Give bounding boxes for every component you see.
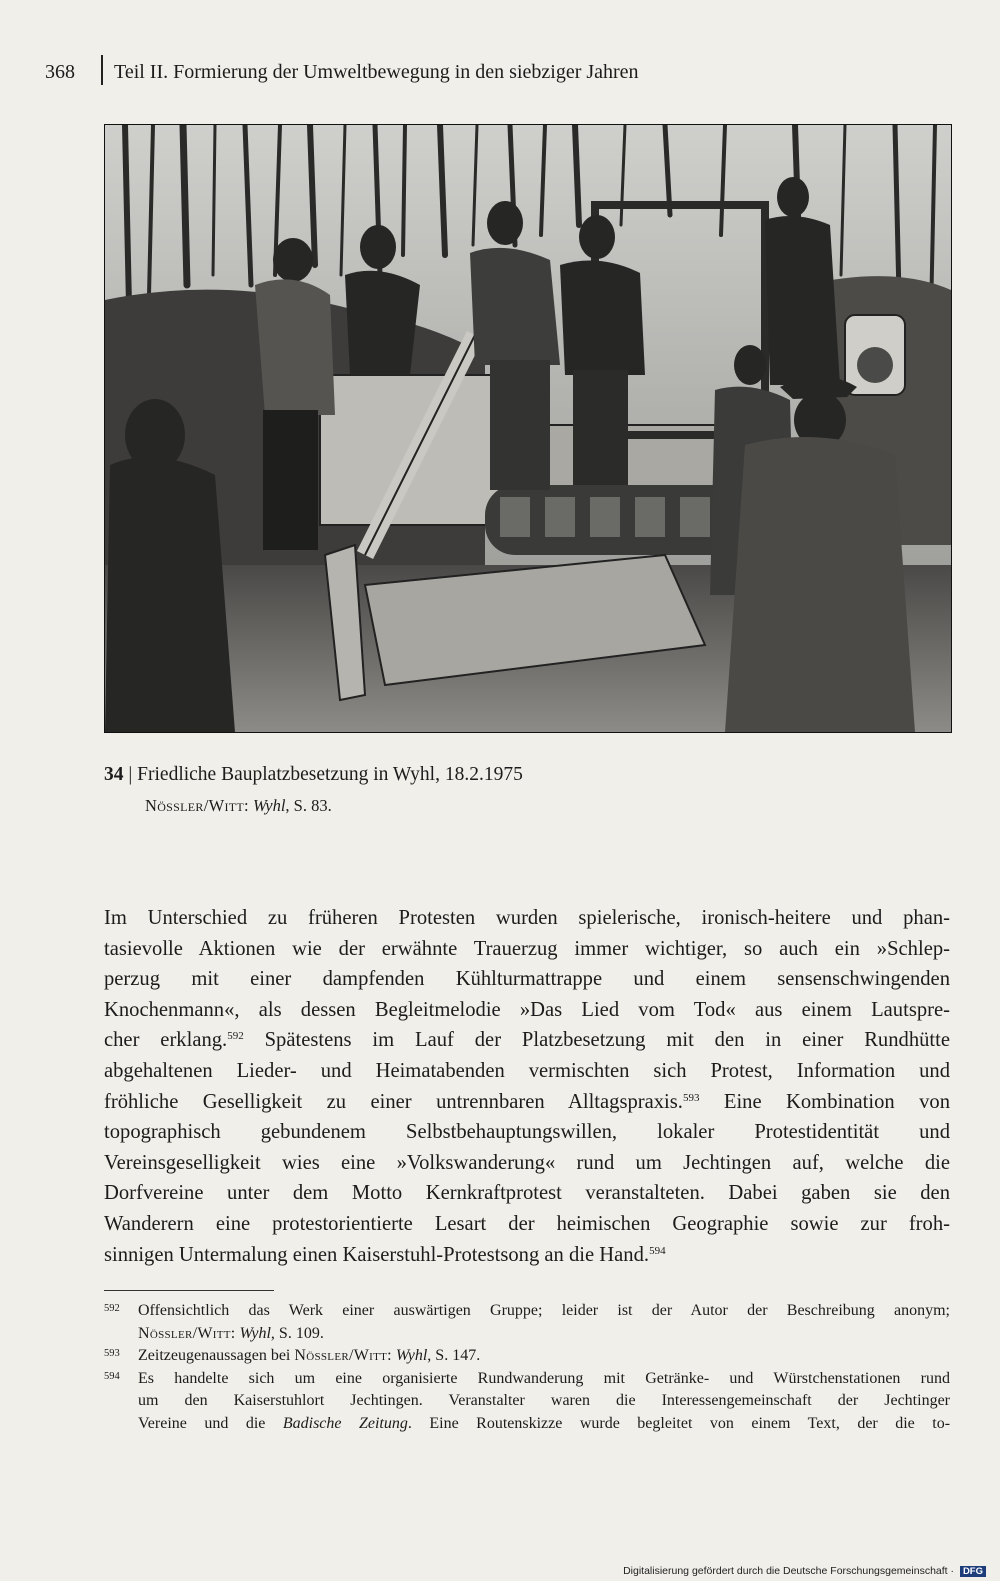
footnote-number: 594	[104, 1370, 120, 1382]
footnotes	[104, 1300, 950, 1435]
figure-photo	[104, 124, 952, 733]
figure-source-page: , S. 83.	[285, 796, 332, 815]
body-line	[104, 995, 950, 1026]
body-line-text: perzug mit einer dampfenden Kühlturmattrappe und einem sensenschwingenden	[104, 968, 950, 991]
body-line-text: tasievolle Aktionen wie der erwähnte Trauerzug immer wichtiger, so auch ein »Schlep-	[104, 937, 950, 960]
footnote-line	[138, 1413, 950, 1436]
footnote-593	[104, 1345, 950, 1368]
page-number: 368	[45, 61, 75, 83]
footnote-line	[138, 1368, 950, 1391]
body-line-text: Wanderern eine protestorientierte Lesart der heimischen Geographie sowie zur froh-	[104, 1212, 950, 1235]
footnote-ref[interactable]: 594	[649, 1244, 666, 1257]
footnote-number: 593	[104, 1348, 120, 1359]
footnote-work: Badische Zeitung	[282, 1414, 408, 1432]
footnote-divider	[104, 1290, 274, 1291]
body-line-text: Knochenmann«, als dessen Begleitmelodie »Das Lied vom Tod« aus einem Lautspre-	[104, 998, 950, 1021]
figure-source-author: Nössler/Witt:	[145, 796, 249, 815]
footnote-592	[104, 1300, 950, 1345]
body-line	[104, 934, 950, 965]
footnote-author: Nössler/Witt:	[294, 1347, 392, 1364]
body-line	[104, 1209, 950, 1240]
footnote-line	[138, 1390, 950, 1413]
figure-source-work: Wyhl	[253, 796, 286, 815]
bulldozer-protest-photo	[105, 125, 951, 732]
footnote-line	[138, 1345, 950, 1368]
footnote-work: Wyhl	[239, 1324, 271, 1342]
running-head	[45, 56, 945, 88]
footnote-line	[138, 1323, 950, 1346]
funding-note: Digitalisierung gefördert durch die Deutsche Forschungsgemeinschaft	[623, 1565, 948, 1577]
footnote-text: . Eine Routenskizze wurde begleitet von einem Text, der die to-	[407, 1414, 951, 1432]
footnote-text: Zeitzeugenaussagen bei	[138, 1347, 291, 1364]
footnote-ref[interactable]: 593	[682, 1091, 700, 1104]
figure-source	[145, 796, 332, 816]
body-line	[104, 1025, 950, 1056]
body-line	[104, 1056, 950, 1087]
footnote-text: , S. 109.	[270, 1324, 324, 1342]
body-line-text: Im Unterschied zu früheren Protesten wurden spielerische, ironisch-heitere und phan-	[104, 907, 950, 929]
footnote-work: Wyhl	[395, 1347, 428, 1364]
footnote-text: Es handelte sich um eine organisierte Rundwanderung mit Getränke- und Würstchenstationen rund	[138, 1369, 950, 1387]
body-paragraph	[104, 903, 950, 1270]
body-line	[104, 1178, 950, 1209]
body-line	[104, 1117, 950, 1148]
footnote-text: Offensichtlich das Werk einer auswärtigen Gruppe; leider ist der Autor der Beschreibung anonym;	[138, 1302, 950, 1319]
body-line-text: topographisch gebundenem Selbstbehauptungswillen, lokaler Protestidentität und	[104, 1121, 950, 1144]
body-line-text: fröhliche Geselligkeit zu einer untrennbaren Alltagspraxis.	[104, 1090, 683, 1113]
running-title: Teil II. Formierung der Umweltbewegung in den siebziger Jahren	[114, 61, 639, 83]
dfg-logo: DFG	[960, 1566, 986, 1577]
footnote-ref[interactable]: 592	[227, 1030, 244, 1043]
body-line-text: Eine Kombination von	[699, 1090, 950, 1113]
footnote-text: , S. 147.	[427, 1347, 481, 1364]
header-divider	[101, 55, 103, 85]
body-line-text: sinnigen Untermalung einen Kaiserstuhl-Protestsong an die Hand.	[104, 1243, 650, 1266]
footnote-author: Nössler/Witt:	[138, 1324, 236, 1342]
body-line	[104, 903, 950, 934]
footnote-number: 592	[104, 1303, 120, 1314]
body-line	[104, 1240, 950, 1271]
body-line-text: cher erklang.	[104, 1029, 228, 1052]
footnote-text: um den Kaiserstuhlort Jechtingen. Veranstalter waren die Interessengemeinschaft der Jechtinger	[138, 1392, 950, 1409]
body-line-text: Vereinsgeselligkeit wies eine »Volkswanderung« rund um Jechtingen auf, welche die	[104, 1151, 950, 1174]
figure-caption: 34 | Friedliche Bauplatzbesetzung in Wyhl, 18.2.1975	[104, 764, 523, 785]
body-line	[104, 1148, 950, 1179]
body-line-text: Spätestens im Lauf der Platzbesetzung mit den in einer Rundhütte	[243, 1029, 950, 1052]
figure-title: Friedliche Bauplatzbesetzung in Wyhl, 18.2.1975	[137, 764, 523, 785]
figure-number: 34	[104, 764, 124, 785]
body-line	[104, 1087, 950, 1118]
body-line	[104, 964, 950, 995]
footnote-text: Vereine und die	[138, 1414, 266, 1432]
footnote-594	[104, 1368, 950, 1436]
footnote-line	[138, 1300, 950, 1323]
body-line-text: Dorfvereine unter dem Motto Kernkraftprotest veranstalteten. Dabei gaben sie den	[104, 1182, 950, 1205]
funding-footer: Digitalisierung gefördert durch die Deutsche Forschungsgemeinschaft · DFG	[623, 1565, 986, 1577]
body-line-text: abgehaltenen Lieder- und Heimatabenden vermischten sich Protest, Information und	[104, 1059, 950, 1082]
